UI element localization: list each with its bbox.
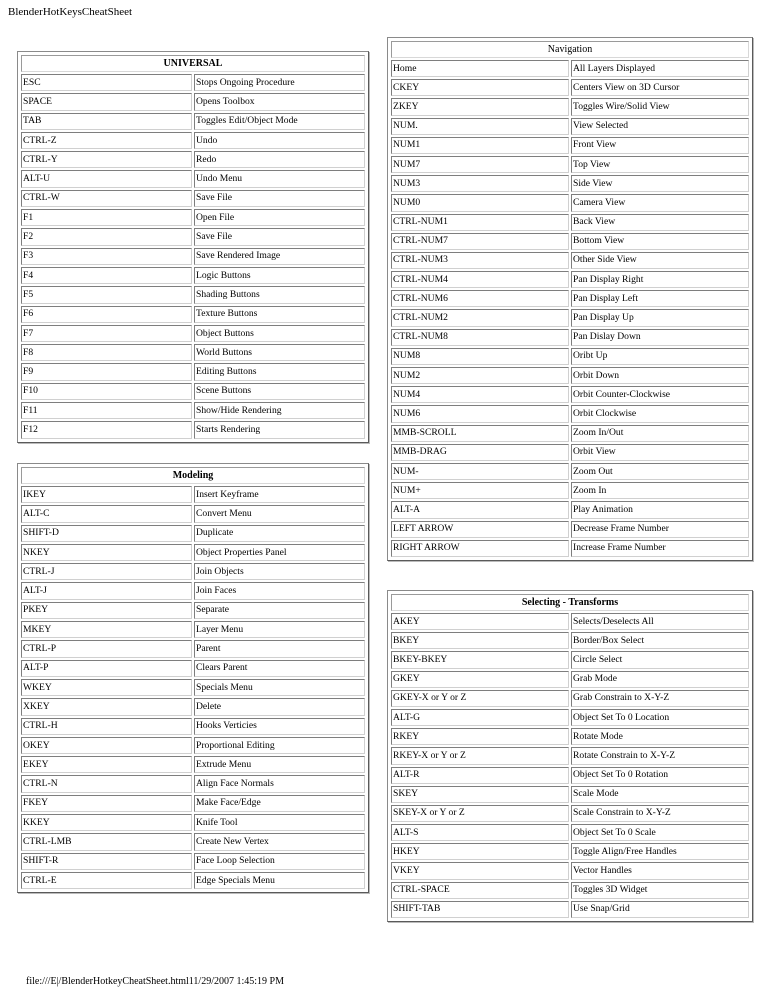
hotkey-cell: SKEY-X or Y or Z bbox=[391, 805, 569, 822]
table-row bbox=[391, 786, 749, 803]
table-row bbox=[391, 98, 749, 115]
hotkey-cell: F3 bbox=[21, 248, 192, 265]
table-row bbox=[391, 405, 749, 422]
table-row bbox=[21, 775, 365, 792]
hotkey-cell: CTRL-NUM7 bbox=[391, 233, 569, 250]
hotkey-cell: PKEY bbox=[21, 602, 192, 619]
modeling-table-title: Modeling bbox=[21, 467, 365, 484]
table-row bbox=[391, 862, 749, 879]
hotkey-cell: SHIFT-TAB bbox=[391, 901, 569, 918]
table-row bbox=[21, 621, 365, 638]
hotkey-cell: ALT-S bbox=[391, 824, 569, 841]
action-cell: Proportional Editing bbox=[194, 737, 365, 754]
hotkey-cell: IKEY bbox=[21, 486, 192, 503]
action-cell: Redo bbox=[194, 151, 365, 168]
table-row bbox=[391, 137, 749, 154]
hotkey-cell: NUM. bbox=[391, 118, 569, 135]
action-cell: Logic Buttons bbox=[194, 267, 365, 284]
table-row bbox=[391, 233, 749, 250]
table-row bbox=[391, 79, 749, 96]
action-cell: Join Faces bbox=[194, 582, 365, 599]
table-row bbox=[391, 709, 749, 726]
hotkey-cell: XKEY bbox=[21, 698, 192, 715]
hotkey-cell: CTRL-J bbox=[21, 563, 192, 580]
table-row bbox=[391, 309, 749, 326]
action-cell: World Buttons bbox=[194, 344, 365, 361]
hotkey-cell: F10 bbox=[21, 383, 192, 400]
table-row bbox=[391, 501, 749, 518]
action-cell: Parent bbox=[194, 640, 365, 657]
table-row bbox=[21, 228, 365, 245]
hotkey-cell: WKEY bbox=[21, 679, 192, 696]
action-cell: Object Buttons bbox=[194, 325, 365, 342]
hotkey-cell: F2 bbox=[21, 228, 192, 245]
table-row bbox=[21, 306, 365, 323]
hotkey-cell: CTRL-W bbox=[21, 190, 192, 207]
table-row bbox=[21, 602, 365, 619]
table-row bbox=[391, 60, 749, 77]
action-cell: Increase Frame Number bbox=[571, 540, 749, 557]
hotkey-cell: NUM- bbox=[391, 463, 569, 480]
action-cell: Pan Display Right bbox=[571, 271, 749, 288]
action-cell: Decrease Frame Number bbox=[571, 521, 749, 538]
action-cell: Border/Box Select bbox=[571, 632, 749, 649]
table-row bbox=[391, 194, 749, 211]
table-row bbox=[391, 156, 749, 173]
hotkey-cell: AKEY bbox=[391, 613, 569, 630]
table-row bbox=[391, 252, 749, 269]
table-row bbox=[391, 329, 749, 346]
action-cell: Separate bbox=[194, 602, 365, 619]
hotkey-cell: RKEY bbox=[391, 728, 569, 745]
table-row bbox=[21, 421, 365, 438]
table-row bbox=[391, 824, 749, 841]
table-row bbox=[21, 544, 365, 561]
action-cell: Pan Display Left bbox=[571, 290, 749, 307]
hotkey-cell: CTRL-SPACE bbox=[391, 882, 569, 899]
action-cell: Save File bbox=[194, 190, 365, 207]
action-cell: Object Properties Panel bbox=[194, 544, 365, 561]
hotkey-cell: EKEY bbox=[21, 756, 192, 773]
table-row bbox=[21, 718, 365, 735]
hotkey-cell: F8 bbox=[21, 344, 192, 361]
action-cell: Zoom In/Out bbox=[571, 425, 749, 442]
action-cell: Circle Select bbox=[571, 651, 749, 668]
table-row bbox=[21, 486, 365, 503]
table-row bbox=[391, 521, 749, 538]
action-cell: Duplicate bbox=[194, 525, 365, 542]
hotkey-cell: F11 bbox=[21, 402, 192, 419]
hotkey-cell: RKEY-X or Y or Z bbox=[391, 747, 569, 764]
page-title: BlenderHotKeysCheatSheet bbox=[8, 6, 133, 18]
hotkey-cell: CTRL-NUM8 bbox=[391, 329, 569, 346]
hotkey-cell: KKEY bbox=[21, 814, 192, 831]
action-cell: Orbit Down bbox=[571, 367, 749, 384]
table-row bbox=[391, 690, 749, 707]
action-cell: Hooks Verticies bbox=[194, 718, 365, 735]
universal-table bbox=[17, 51, 369, 443]
hotkey-cell: VKEY bbox=[391, 862, 569, 879]
hotkey-cell: CTRL-Y bbox=[21, 151, 192, 168]
hotkey-cell: NUM3 bbox=[391, 175, 569, 192]
table-row bbox=[21, 737, 365, 754]
hotkey-cell: OKEY bbox=[21, 737, 192, 754]
action-cell: Starts Rendering bbox=[194, 421, 365, 438]
action-cell: Insert Keyframe bbox=[194, 486, 365, 503]
hotkey-cell: NUM4 bbox=[391, 386, 569, 403]
hotkey-cell: CTRL-P bbox=[21, 640, 192, 657]
selecting-transforms-table bbox=[387, 590, 753, 922]
table-row bbox=[391, 118, 749, 135]
action-cell: Orbit Clockwise bbox=[571, 405, 749, 422]
action-cell: Toggles Wire/Solid View bbox=[571, 98, 749, 115]
action-cell: Orbit Counter-Clockwise bbox=[571, 386, 749, 403]
hotkey-cell: MMB-DRAG bbox=[391, 444, 569, 461]
action-cell: Object Set To 0 Location bbox=[571, 709, 749, 726]
action-cell: Centers View on 3D Cursor bbox=[571, 79, 749, 96]
table-row bbox=[391, 632, 749, 649]
hotkey-cell: F6 bbox=[21, 306, 192, 323]
table-row bbox=[391, 728, 749, 745]
hotkey-cell: ALT-P bbox=[21, 660, 192, 677]
table-row bbox=[391, 651, 749, 668]
action-cell: Shading Buttons bbox=[194, 286, 365, 303]
action-cell: Toggle Align/Free Handles bbox=[571, 843, 749, 860]
table-row bbox=[21, 93, 365, 110]
action-cell: Undo bbox=[194, 132, 365, 149]
table-row bbox=[21, 325, 365, 342]
table-row bbox=[391, 214, 749, 231]
hotkey-cell: FKEY bbox=[21, 795, 192, 812]
table-row bbox=[391, 444, 749, 461]
navigation-table bbox=[387, 37, 753, 561]
action-cell: Bottom View bbox=[571, 233, 749, 250]
hotkey-cell: NUM0 bbox=[391, 194, 569, 211]
table-row bbox=[21, 170, 365, 187]
action-cell: Oribt Up bbox=[571, 348, 749, 365]
hotkey-cell: LEFT ARROW bbox=[391, 521, 569, 538]
table-row bbox=[21, 190, 365, 207]
action-cell: Camera View bbox=[571, 194, 749, 211]
table-row bbox=[391, 367, 749, 384]
action-cell: Texture Buttons bbox=[194, 306, 365, 323]
universal-table-title: UNIVERSAL bbox=[21, 55, 365, 72]
table-row bbox=[21, 563, 365, 580]
hotkey-cell: F12 bbox=[21, 421, 192, 438]
table-row bbox=[21, 795, 365, 812]
action-cell: Side View bbox=[571, 175, 749, 192]
table-row bbox=[21, 660, 365, 677]
hotkey-cell: MKEY bbox=[21, 621, 192, 638]
action-cell: View Selected bbox=[571, 118, 749, 135]
table-row bbox=[21, 525, 365, 542]
table-row bbox=[21, 814, 365, 831]
hotkey-cell: SHIFT-D bbox=[21, 525, 192, 542]
action-cell: Toggles 3D Widget bbox=[571, 882, 749, 899]
hotkey-cell: SHIFT-R bbox=[21, 853, 192, 870]
table-row bbox=[391, 747, 749, 764]
action-cell: Editing Buttons bbox=[194, 363, 365, 380]
table-row bbox=[21, 132, 365, 149]
hotkey-cell: Home bbox=[391, 60, 569, 77]
action-cell: Show/Hide Rendering bbox=[194, 402, 365, 419]
table-row bbox=[21, 833, 365, 850]
hotkey-cell: ESC bbox=[21, 74, 192, 91]
action-cell: Front View bbox=[571, 137, 749, 154]
action-cell: Orbit View bbox=[571, 444, 749, 461]
hotkey-cell: F7 bbox=[21, 325, 192, 342]
hotkey-cell: SKEY bbox=[391, 786, 569, 803]
table-row bbox=[21, 402, 365, 419]
hotkey-cell: NUM6 bbox=[391, 405, 569, 422]
action-cell: Knife Tool bbox=[194, 814, 365, 831]
action-cell: Specials Menu bbox=[194, 679, 365, 696]
hotkey-cell: RIGHT ARROW bbox=[391, 540, 569, 557]
table-row bbox=[21, 151, 365, 168]
action-cell: Back View bbox=[571, 214, 749, 231]
table-row bbox=[391, 901, 749, 918]
action-cell: Zoom In bbox=[571, 482, 749, 499]
hotkey-cell: CTRL-NUM1 bbox=[391, 214, 569, 231]
action-cell: All Layers Displayed bbox=[571, 60, 749, 77]
action-cell: Edge Specials Menu bbox=[194, 872, 365, 889]
action-cell: Zoom Out bbox=[571, 463, 749, 480]
hotkey-cell: NUM2 bbox=[391, 367, 569, 384]
action-cell: Rotate Constrain to X-Y-Z bbox=[571, 747, 749, 764]
action-cell: Object Set To 0 Scale bbox=[571, 824, 749, 841]
table-row bbox=[391, 540, 749, 557]
hotkey-cell: GKEY-X or Y or Z bbox=[391, 690, 569, 707]
table-row bbox=[391, 767, 749, 784]
hotkey-cell: ALT-J bbox=[21, 582, 192, 599]
hotkey-cell: CTRL-E bbox=[21, 872, 192, 889]
table-row bbox=[21, 383, 365, 400]
hotkey-cell: SPACE bbox=[21, 93, 192, 110]
modeling-table bbox=[17, 463, 369, 893]
hotkey-cell: F9 bbox=[21, 363, 192, 380]
hotkey-cell: CTRL-H bbox=[21, 718, 192, 735]
table-row bbox=[391, 463, 749, 480]
table-row bbox=[21, 248, 365, 265]
action-cell: Rotate Mode bbox=[571, 728, 749, 745]
table-row bbox=[391, 671, 749, 688]
action-cell: Play Animation bbox=[571, 501, 749, 518]
hotkey-cell: CTRL-Z bbox=[21, 132, 192, 149]
hotkey-cell: NUM7 bbox=[391, 156, 569, 173]
table-row bbox=[391, 843, 749, 860]
hotkey-cell: MMB-SCROLL bbox=[391, 425, 569, 442]
table-row bbox=[21, 872, 365, 889]
hotkey-cell: CTRL-NUM4 bbox=[391, 271, 569, 288]
action-cell: Layer Menu bbox=[194, 621, 365, 638]
hotkey-cell: BKEY bbox=[391, 632, 569, 649]
table-row bbox=[21, 698, 365, 715]
footer-url: file:///E|/BlenderHotkeyCheatSheet.html11/29/2007 1:45:19 PM bbox=[26, 976, 284, 987]
table-row bbox=[391, 386, 749, 403]
action-cell: Selects/Deselects All bbox=[571, 613, 749, 630]
hotkey-cell: CTRL-LMB bbox=[21, 833, 192, 850]
hotkey-cell: ALT-C bbox=[21, 505, 192, 522]
table-row bbox=[21, 679, 365, 696]
table-row bbox=[391, 613, 749, 630]
action-cell: Use Snap/Grid bbox=[571, 901, 749, 918]
action-cell: Scale Constrain to X-Y-Z bbox=[571, 805, 749, 822]
action-cell: Object Set To 0 Rotation bbox=[571, 767, 749, 784]
table-row bbox=[391, 348, 749, 365]
hotkey-cell: CTRL-NUM3 bbox=[391, 252, 569, 269]
action-cell: Open File bbox=[194, 209, 365, 226]
table-row bbox=[391, 805, 749, 822]
table-row bbox=[21, 756, 365, 773]
hotkey-cell: ALT-G bbox=[391, 709, 569, 726]
table-row bbox=[21, 209, 365, 226]
table-row bbox=[21, 113, 365, 130]
hotkey-cell: CTRL-NUM2 bbox=[391, 309, 569, 326]
action-cell: Pan Display Up bbox=[571, 309, 749, 326]
hotkey-cell: CTRL-NUM6 bbox=[391, 290, 569, 307]
hotkey-cell: TAB bbox=[21, 113, 192, 130]
action-cell: Scale Mode bbox=[571, 786, 749, 803]
action-cell: Clears Parent bbox=[194, 660, 365, 677]
action-cell: Scene Buttons bbox=[194, 383, 365, 400]
table-row bbox=[391, 290, 749, 307]
action-cell: Opens Toolbox bbox=[194, 93, 365, 110]
hotkey-cell: ALT-R bbox=[391, 767, 569, 784]
table-row bbox=[21, 286, 365, 303]
hotkey-cell: HKEY bbox=[391, 843, 569, 860]
action-cell: Pan Dislay Down bbox=[571, 329, 749, 346]
table-row bbox=[21, 363, 365, 380]
hotkey-cell: NUM8 bbox=[391, 348, 569, 365]
hotkey-cell: ALT-A bbox=[391, 501, 569, 518]
table-row bbox=[21, 344, 365, 361]
table-row bbox=[21, 853, 365, 870]
table-row bbox=[391, 271, 749, 288]
selecting-transforms-table-title: Selecting - Transforms bbox=[391, 594, 749, 611]
action-cell: Face Loop Selection bbox=[194, 853, 365, 870]
action-cell: Grab Constrain to X-Y-Z bbox=[571, 690, 749, 707]
hotkey-cell: ALT-U bbox=[21, 170, 192, 187]
hotkey-cell: F1 bbox=[21, 209, 192, 226]
action-cell: Create New Vertex bbox=[194, 833, 365, 850]
action-cell: Make Face/Edge bbox=[194, 795, 365, 812]
table-row bbox=[391, 425, 749, 442]
hotkey-cell: CTRL-N bbox=[21, 775, 192, 792]
table-row bbox=[391, 882, 749, 899]
action-cell: Join Objects bbox=[194, 563, 365, 580]
action-cell: Stops Ongoing Procedure bbox=[194, 74, 365, 91]
action-cell: Grab Mode bbox=[571, 671, 749, 688]
table-row bbox=[21, 640, 365, 657]
hotkey-cell: F5 bbox=[21, 286, 192, 303]
hotkey-cell: NUM1 bbox=[391, 137, 569, 154]
action-cell: Save Rendered Image bbox=[194, 248, 365, 265]
table-row bbox=[21, 582, 365, 599]
action-cell: Undo Menu bbox=[194, 170, 365, 187]
navigation-table-title: Navigation bbox=[391, 41, 749, 58]
hotkey-cell: BKEY-BKEY bbox=[391, 651, 569, 668]
hotkey-cell: NUM+ bbox=[391, 482, 569, 499]
action-cell: Toggles Edit/Object Mode bbox=[194, 113, 365, 130]
table-row bbox=[21, 505, 365, 522]
action-cell: Convert Menu bbox=[194, 505, 365, 522]
table-row bbox=[391, 175, 749, 192]
action-cell: Other Side View bbox=[571, 252, 749, 269]
action-cell: Delete bbox=[194, 698, 365, 715]
hotkey-cell: GKEY bbox=[391, 671, 569, 688]
hotkey-cell: CKEY bbox=[391, 79, 569, 96]
action-cell: Align Face Normals bbox=[194, 775, 365, 792]
action-cell: Save File bbox=[194, 228, 365, 245]
action-cell: Vector Handles bbox=[571, 862, 749, 879]
action-cell: Top View bbox=[571, 156, 749, 173]
table-row bbox=[21, 74, 365, 91]
action-cell: Extrude Menu bbox=[194, 756, 365, 773]
table-row bbox=[21, 267, 365, 284]
table-row bbox=[391, 482, 749, 499]
hotkey-cell: F4 bbox=[21, 267, 192, 284]
hotkey-cell: ZKEY bbox=[391, 98, 569, 115]
hotkey-cell: NKEY bbox=[21, 544, 192, 561]
